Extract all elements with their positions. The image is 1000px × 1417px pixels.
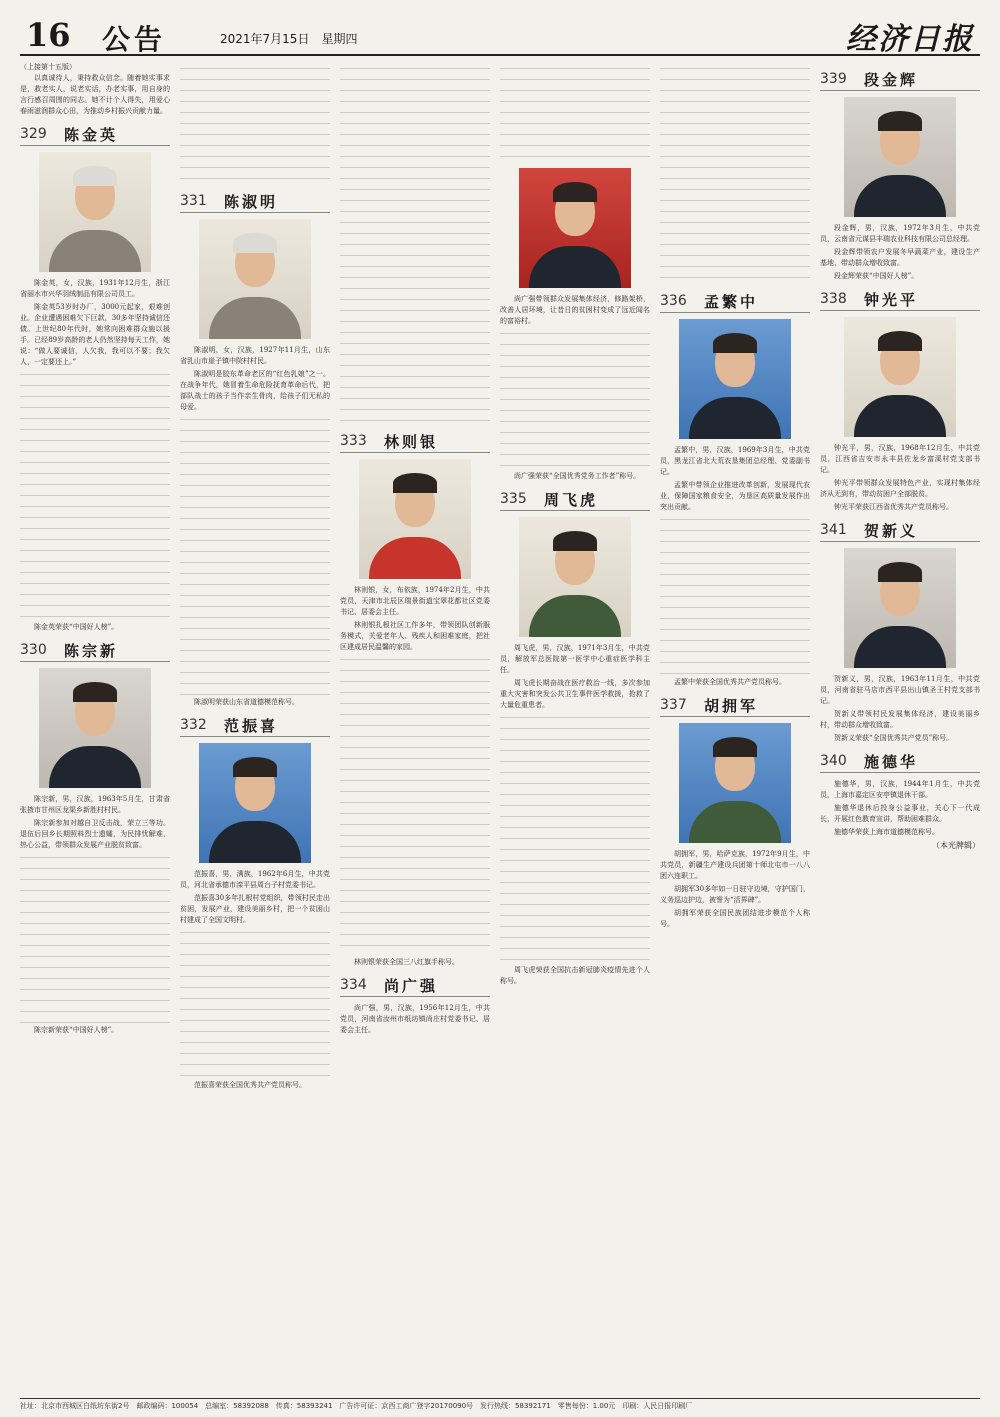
entry-header — [340, 430, 490, 453]
portrait-photo — [39, 152, 151, 272]
entry-body: 陈金英53岁时办厂，3000元起家，艰难创业。企业遭遇困难欠下巨款，30多年坚持诚信还债。上世纪80年代时，她常向困难群众施以援手。已经89岁高龄的老人仍然坚持每天工作，她说：“做人要诚信，人欠我，我可以不要；我欠人，一定要还上。” — [20, 303, 170, 366]
entry-honor: 林则银荣获全国三八红旗手称号。 — [354, 958, 459, 966]
entry-name: 陈金英 — [64, 126, 119, 144]
entry-number: 336 — [660, 293, 687, 309]
text-block — [500, 64, 650, 164]
entry-body: 段金辉带领农户发展冬早蔬菜产业，建设生产基地，带动群众增收致富。 — [820, 248, 980, 267]
entry-bio: 陈宗新，男，汉族，1963年5月生，甘肃省张掖市甘州区龙渠乡新胜村村民。 — [20, 795, 170, 814]
entry-bio: 钟光平，男，汉族，1968年12月生，中共党员，江西省吉安市永丰县佐龙乡富溪村党支部书记。 — [820, 444, 980, 474]
entry-honor: 陈金英荣获“中国好人榜”。 — [34, 623, 119, 631]
column-1 — [20, 62, 170, 1038]
text-block — [20, 853, 170, 1023]
entry-header — [820, 288, 980, 311]
column-2 — [180, 62, 330, 1093]
entry-body: 尚广强带领群众发展集体经济，修路架桥，改善人居环境，让昔日的贫困村变成了远近闻名的富裕村。 — [500, 295, 650, 325]
entry-header — [660, 290, 810, 313]
column-3 — [340, 62, 490, 1038]
entry-header — [820, 68, 980, 91]
entry-honor: 段金辉荣获“中国好人榜”。 — [834, 272, 919, 280]
portrait-photo — [199, 219, 311, 339]
text-block — [500, 713, 650, 963]
text-block — [340, 64, 490, 424]
entry-bio: 林则银，女，布依族，1974年2月生，中共党员，天津市北辰区瑞景街道宝翠花都社区党委书记、居委会主任。 — [340, 586, 490, 616]
entry-number: 331 — [180, 193, 207, 209]
portrait-photo — [679, 723, 791, 843]
portrait-photo — [844, 317, 956, 437]
entry-honor: 陈淑明荣获山东省道德模范称号。 — [194, 698, 299, 706]
entry-name: 尚广强 — [384, 977, 439, 995]
entry-bio: 段金辉，男，汉族，1972年3月生，中共党员，云南省元谋县丰瑞农业科技有限公司总经理。 — [820, 224, 980, 243]
text-block — [340, 655, 490, 955]
entry-header — [820, 519, 980, 542]
entry-number: 340 — [820, 753, 847, 769]
portrait-photo — [39, 668, 151, 788]
entry-number: 332 — [180, 717, 207, 733]
portrait-photo — [519, 168, 631, 288]
entry-header — [20, 639, 170, 662]
entry-honor: 陈宗新荣获“中国好人榜”。 — [34, 1026, 119, 1034]
text-block — [660, 515, 810, 675]
text-block — [180, 64, 330, 184]
entry-honor: 尚广强荣获“全国优秀党务工作者”称号。 — [514, 472, 641, 480]
newspaper-masthead: 经济日报 — [846, 22, 974, 57]
column-4 — [500, 62, 650, 989]
entry-bio: 施德华，男，汉族，1944年1月生，中共党员，上海市嘉定区安亭镇退休干部。 — [820, 780, 980, 799]
entry-header — [180, 714, 330, 737]
issue-date: 2021年7月15日 星期四 — [220, 32, 358, 46]
entry-honor: 胡拥军荣获全国民族团结进步模范个人称号。 — [660, 909, 810, 928]
entry-name: 周飞虎 — [544, 491, 599, 509]
entry-body: 胡拥军30多年如一日驻守边境，守护国门，义务巡边护边，被誉为“活界碑”。 — [660, 885, 810, 904]
entry-bio: 胡拥军，男，哈萨克族，1972年9月生，中共党员，新疆生产建设兵团第十师北屯市一八八团六连职工。 — [660, 850, 810, 880]
entry-bio: 陈金英，女，汉族，1931年12月生，浙江省丽水市兴华羽绒制品有限公司员工。 — [20, 279, 170, 298]
entry-body: 周飞虎长期奋战在医疗救治一线，多次参加重大灾害和突发公共卫生事件医学救援，抢救了大量危重患者。 — [500, 679, 650, 709]
entry-name: 陈淑明 — [224, 193, 279, 211]
entry-body: 钟光平带领群众发展特色产业，实现村集体经济从无到有，带动贫困户全部脱贫。 — [820, 479, 980, 498]
page-header — [20, 14, 980, 56]
entry-name: 林则银 — [384, 433, 439, 451]
column-6 — [820, 62, 980, 851]
entry-name: 胡拥军 — [704, 697, 759, 715]
entry-name: 段金辉 — [864, 71, 919, 89]
entry-number: 339 — [820, 71, 847, 87]
entry-header — [180, 190, 330, 213]
entry-body: 贺新义带领村民发展集体经济，建设美丽乡村，带动群众增收致富。 — [820, 710, 980, 729]
text-block — [660, 64, 810, 284]
entry-number: 335 — [500, 491, 527, 507]
entry-body: 陈淑明是胶东革命老区的“红色乳娘”之一。在战争年代，她冒着生命危险抚育革命后代，把部队战士的孩子当作亲生骨肉，给孩子们无私的母爱。 — [180, 370, 330, 411]
entry-number: 341 — [820, 522, 847, 538]
entry-name: 贺新义 — [864, 522, 919, 540]
entry-bio: 尚广强，男，汉族，1956年12月生，中共党员，河南省汝州市纸坊镇尚庄村党委书记、居委会主任。 — [340, 1004, 490, 1034]
entry-number: 334 — [340, 977, 367, 993]
entry-body: 陈宗新参加对越自卫反击战，荣立三等功。退伍后回乡长期照料烈士遗孀，为民排忧解难，热心公益，带领群众发展产业脱贫致富。 — [20, 819, 170, 849]
entry-honor: 贺新义荣获“全国优秀共产党员”称号。 — [834, 734, 954, 742]
section-title: 公告 — [102, 23, 167, 56]
entry-number: 338 — [820, 291, 847, 307]
entry-honor: 周飞虎荣获全国抗击新冠肺炎疫情先进个人称号。 — [500, 966, 650, 985]
entry-body: 孟繁中带领企业推进改革创新，发展现代农业，保障国家粮食安全，为垦区高质量发展作出突出贡献。 — [660, 481, 810, 511]
text-block — [180, 928, 330, 1078]
entry-body: 范振喜30多年扎根村党组织，带领村民走出贫困，发展产业，建设美丽乡村，把一个贫困山村建成了全国文明村。 — [180, 894, 330, 924]
portrait-photo — [679, 319, 791, 439]
editor-mark: （本光牌辑） — [932, 841, 980, 850]
portrait-photo — [844, 97, 956, 217]
intro-text: 以真诚待人，秉持救众信念。随着她实事求是，救老实人，说老实话，办老实事，用自身的言行感召周围的同志。她不计个人得失，用爱心春雨滋润群众心田，为推动乡村振兴贡献力量。 — [20, 74, 170, 115]
portrait-photo — [844, 548, 956, 668]
entry-honor: 钟光平荣获江西省优秀共产党员称号。 — [834, 503, 953, 511]
entry-name: 范振喜 — [224, 717, 279, 735]
entry-name: 钟光平 — [864, 291, 919, 309]
entry-header — [500, 488, 650, 511]
page-number: 16 — [26, 16, 71, 54]
portrait-photo — [199, 743, 311, 863]
entry-bio: 贺新义，男，汉族，1963年11月生，中共党员，河南省驻马店市西平县出山镇圣王村党支部书记。 — [820, 675, 980, 705]
entry-body: 林则银扎根社区工作多年，带领团队创新服务模式，关爱老年人、残疾人和困难家庭，把社区建成居民温馨的家园。 — [340, 621, 490, 651]
entry-honor: 孟繁中荣获全国优秀共产党员称号。 — [674, 678, 786, 686]
entry-number: 329 — [20, 126, 47, 142]
text-block — [180, 415, 330, 695]
text-block — [500, 329, 650, 469]
entry-number: 337 — [660, 697, 687, 713]
entry-number: 333 — [340, 433, 367, 449]
entry-bio: 陈淑明，女，汉族，1927年11月生，山东省乳山市崖子镇中院村村民。 — [180, 346, 330, 365]
entry-bio: 周飞虎，男，汉族，1971年3月生，中共党员，解放军总医院第一医学中心重症医学科主任。 — [500, 644, 650, 674]
continued-mark: （上接第十五版） — [20, 63, 76, 71]
entry-bio: 孟繁中，男，汉族，1969年3月生，中共党员，黑龙江省北大荒农垦集团总经理、党委副书记。 — [660, 446, 810, 476]
entry-honor: 范振喜荣获全国优秀共产党员称号。 — [194, 1081, 306, 1089]
entry-honor: 施德华荣获上海市道德模范称号。 — [834, 828, 939, 836]
entry-name: 孟繁中 — [704, 293, 759, 311]
portrait-photo — [359, 459, 471, 579]
entry-number: 330 — [20, 642, 47, 658]
entry-header — [340, 974, 490, 997]
entry-header — [820, 750, 980, 773]
page-footer: 社址：北京市西城区白纸坊东街2号 邮政编码：100054 总编室：58392088 传真：58393241 广告许可证：京西工商广登字20170090号 发行热线：58392171 零售每份：1.00元 印刷：人民日报印刷厂 — [20, 1398, 980, 1413]
entry-bio: 范振喜，男，满族，1962年6月生，中共党员，河北省承德市滦平县周台子村党委书记。 — [180, 870, 330, 889]
entry-header — [660, 694, 810, 717]
entry-body: 施德华退休后投身公益事业，关心下一代成长，开展红色教育宣讲，帮助困难群众。 — [820, 804, 980, 823]
column-5 — [660, 62, 810, 932]
entry-header — [20, 123, 170, 146]
entry-name: 施德华 — [864, 753, 919, 771]
portrait-photo — [519, 517, 631, 637]
text-block — [20, 370, 170, 620]
entry-name: 陈宗新 — [64, 642, 119, 660]
